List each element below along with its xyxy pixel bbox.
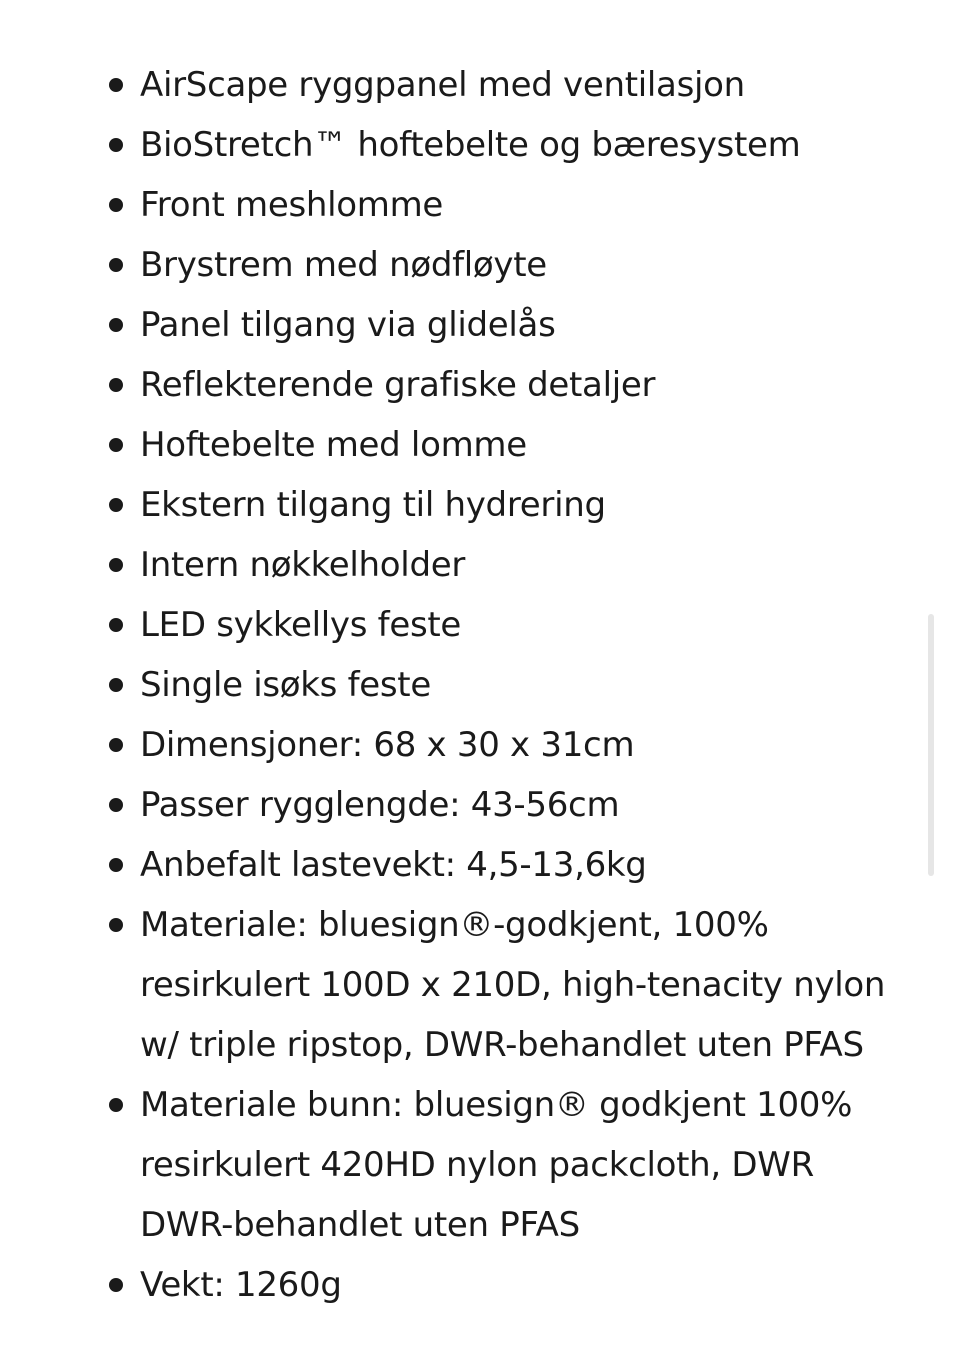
feature-text: Anbefalt lastevekt: 4,5-13,6kg (140, 845, 647, 885)
bullet-dot-icon (109, 738, 123, 752)
feature-text: Materiale bunn: bluesign® godkjent 100% (140, 1085, 853, 1125)
feature-item (0, 175, 900, 235)
feature-text: Single isøks feste (140, 665, 431, 705)
bullet-dot-icon (109, 318, 123, 332)
feature-text: Ekstern tilgang til hydrering (140, 485, 606, 525)
feature-text: Brystrem med nødfløyte (140, 245, 547, 285)
feature-item (0, 475, 900, 535)
feature-item (0, 595, 900, 655)
feature-text: resirkulert 100D x 210D, high-tenacity nylon (140, 965, 886, 1005)
bullet-dot-icon (109, 1278, 123, 1292)
feature-item-weight (0, 1255, 900, 1315)
feature-text: BioStretch™ hoftebelte og bæresystem (140, 125, 801, 165)
scrollbar-thumb[interactable] (928, 614, 934, 876)
feature-text: Dimensjoner: 68 x 30 x 31cm (140, 725, 635, 765)
bullet-dot-icon (109, 198, 123, 212)
feature-item (0, 115, 900, 175)
feature-item (0, 655, 900, 715)
bullet-dot-icon (109, 258, 123, 272)
feature-text: Materiale: bluesign®-godkjent, 100% (140, 905, 769, 945)
bullet-dot-icon (109, 798, 123, 812)
feature-text: Hoftebelte med lomme (140, 425, 527, 465)
feature-item (0, 235, 900, 295)
bullet-dot-icon (109, 438, 123, 452)
feature-text: Front meshlomme (140, 185, 444, 225)
feature-item (0, 775, 900, 835)
feature-item (0, 55, 900, 115)
bullet-dot-icon (109, 498, 123, 512)
feature-text: LED sykkellys feste (140, 605, 462, 645)
feature-text: Intern nøkkelholder (140, 545, 466, 585)
feature-text: Reflekterende grafiske detaljer (140, 365, 656, 405)
bullet-dot-icon (109, 558, 123, 572)
feature-item-material (0, 895, 900, 1075)
feature-text: Vekt: 1260g (140, 1265, 342, 1305)
feature-item-bottom-material (0, 1075, 900, 1255)
feature-text: Panel tilgang via glidelås (140, 305, 556, 345)
feature-text: w/ triple ripstop, DWR-behandlet uten PFAS (140, 1025, 864, 1065)
feature-item (0, 415, 900, 475)
feature-text: resirkulert 420HD nylon packcloth, DWR (140, 1145, 814, 1185)
bullet-dot-icon (109, 618, 123, 632)
feature-text: DWR-behandlet uten PFAS (140, 1205, 580, 1245)
bullet-dot-icon (109, 918, 123, 932)
bullet-dot-icon (109, 1098, 123, 1112)
feature-item (0, 295, 900, 355)
feature-item (0, 715, 900, 775)
bullet-dot-icon (109, 378, 123, 392)
bullet-dot-icon (109, 858, 123, 872)
bullet-dot-icon (109, 78, 123, 92)
feature-list (0, 55, 900, 1315)
feature-text: Passer rygglengde: 43-56cm (140, 785, 620, 825)
bullet-dot-icon (109, 678, 123, 692)
feature-item (0, 835, 900, 895)
bullet-dot-icon (109, 138, 123, 152)
feature-item (0, 535, 900, 595)
feature-item (0, 355, 900, 415)
feature-text: AirScape ryggpanel med ventilasjon (140, 65, 745, 105)
